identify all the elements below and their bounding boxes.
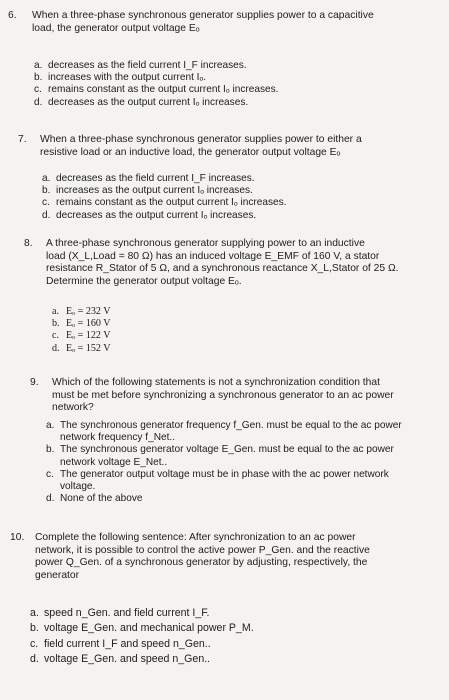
- option-text: The synchronous generator frequency f_Gen. must be equal to the ac power network frequency f_Net..: [60, 420, 402, 444]
- option-letter: d.: [46, 493, 55, 505]
- option-letter: d.: [42, 209, 51, 221]
- question-stem: [46, 238, 441, 288]
- option-letter: a.: [34, 60, 43, 71]
- option-letter: b.: [30, 622, 39, 635]
- option-text: The generator output voltage must be in phase with the ac power network voltage.: [60, 468, 389, 493]
- option-letter: d.: [30, 653, 39, 666]
- option-letter: c.: [30, 637, 39, 650]
- question-number: 7.: [18, 134, 27, 145]
- option-letter: b.: [42, 185, 51, 197]
- option-letter: a.: [52, 306, 60, 317]
- answer-option-c[interactable]: [46, 469, 426, 493]
- stem-line: A three-phase synchronous generator supplying power to an inductive: [46, 238, 365, 249]
- answer-options: [30, 606, 410, 668]
- option-text: Eₒ = 232 V: [66, 306, 111, 317]
- option-letter: b.: [34, 72, 43, 84]
- question-number: 10.: [10, 532, 25, 543]
- option-text: Eₒ = 122 V: [66, 330, 111, 342]
- answer-option-a[interactable]: [30, 606, 410, 621]
- question-stem: [40, 134, 430, 159]
- stem-line: When a three-phase synchronous generator supplies power to a capacitive: [32, 10, 374, 21]
- option-text: The synchronous generator voltage E_Gen. must be equal to the ac power network voltage E_Net..: [60, 444, 394, 468]
- option-letter: c.: [52, 330, 60, 342]
- stem-line: Determine the generator output voltage Eₒ.: [46, 275, 242, 287]
- answer-options: [52, 306, 252, 355]
- answer-option-d[interactable]: [46, 493, 426, 505]
- question-stem: [32, 10, 422, 35]
- answer-option-c[interactable]: [30, 637, 410, 652]
- answer-option-b[interactable]: [52, 318, 252, 330]
- answer-option-d[interactable]: [34, 97, 414, 109]
- answer-option-c[interactable]: [34, 84, 414, 96]
- question-stem: [35, 532, 440, 582]
- option-text: increases with the output current Iₒ.: [48, 72, 207, 84]
- option-text: increases as the output current Iₒ increases.: [56, 185, 253, 197]
- answer-options: [42, 173, 422, 222]
- option-letter: d.: [34, 96, 43, 108]
- option-text: voltage E_Gen. and mechanical power P_M.: [44, 622, 254, 635]
- option-letter: c.: [34, 84, 42, 96]
- option-text: decreases as the field current I_F increases.: [56, 173, 255, 184]
- stem-line: Complete the following sentence: After synchronization to an ac power: [35, 532, 356, 543]
- answer-options: [34, 60, 414, 109]
- stem-line: power Q_Gen. of a synchronous generator by adjusting, respectively, the: [35, 557, 368, 569]
- answer-option-a[interactable]: [52, 306, 252, 318]
- option-letter: a.: [46, 420, 55, 431]
- option-text: Eₒ = 160 V: [66, 318, 111, 330]
- answer-option-d[interactable]: [42, 210, 422, 222]
- option-letter: c.: [46, 468, 54, 480]
- stem-line: Which of the following statements is not a synchronization condition that: [52, 377, 380, 388]
- option-text: decreases as the output current Iₒ increases.: [48, 96, 249, 108]
- stem-line: network, it is possible to control the active power P_Gen. and the reactive: [35, 544, 370, 556]
- answer-option-a[interactable]: [34, 60, 414, 72]
- answer-option-b[interactable]: [42, 185, 422, 197]
- option-text: field current I_F and speed n_Gen..: [44, 637, 211, 650]
- answer-option-d[interactable]: [52, 343, 252, 355]
- answer-option-c[interactable]: [52, 330, 252, 342]
- stem-line: load (X_L,Load = 80 Ω) has an induced voltage E_EMF of 160 V, a stator: [46, 250, 380, 262]
- question-number: 8.: [24, 238, 33, 249]
- option-text: decreases as the output current Iₒ increases.: [56, 209, 257, 221]
- option-letter: c.: [42, 197, 50, 209]
- stem-line: When a three-phase synchronous generator supplies power to either a: [40, 134, 362, 145]
- option-letter: b.: [52, 318, 60, 330]
- answer-options: [46, 420, 426, 505]
- answer-option-d[interactable]: [30, 652, 410, 667]
- question-number: 6.: [8, 10, 17, 21]
- option-text: remains constant as the output current Iₒ increases.: [56, 197, 287, 209]
- option-letter: a.: [42, 173, 51, 184]
- stem-line: network?: [52, 402, 94, 414]
- stem-line: must be met before synchronizing a synchronous generator to an ac power: [52, 389, 394, 401]
- stem-line: generator: [35, 569, 80, 581]
- option-letter: d.: [52, 342, 60, 354]
- option-text: voltage E_Gen. and speed n_Gen..: [44, 653, 211, 666]
- option-text: Eₒ = 152 V: [66, 342, 111, 354]
- option-text: decreases as the field current I_F increases.: [48, 60, 247, 71]
- answer-option-b[interactable]: [30, 621, 410, 636]
- option-text: speed n_Gen. and field current I_F.: [44, 607, 210, 619]
- question-stem: [52, 377, 442, 415]
- option-text: None of the above: [60, 493, 143, 505]
- question-number: 9.: [30, 377, 39, 388]
- stem-line: resistive load or an inductive load, the generator output voltage Eₒ: [40, 146, 341, 158]
- answer-option-a[interactable]: [46, 420, 426, 444]
- answer-option-a[interactable]: [42, 173, 422, 185]
- option-letter: b.: [46, 444, 55, 456]
- answer-option-c[interactable]: [42, 197, 422, 209]
- stem-line: resistance R_Stator of 5 Ω, and a synchronous reactance X_L,Stator of 25 Ω.: [46, 263, 399, 275]
- answer-option-b[interactable]: [46, 444, 426, 468]
- answer-option-b[interactable]: [34, 72, 414, 84]
- stem-line: load, the generator output voltage Eₒ: [32, 22, 200, 34]
- option-text: remains constant as the output current Iₒ increases.: [48, 84, 279, 96]
- option-letter: a.: [30, 607, 39, 619]
